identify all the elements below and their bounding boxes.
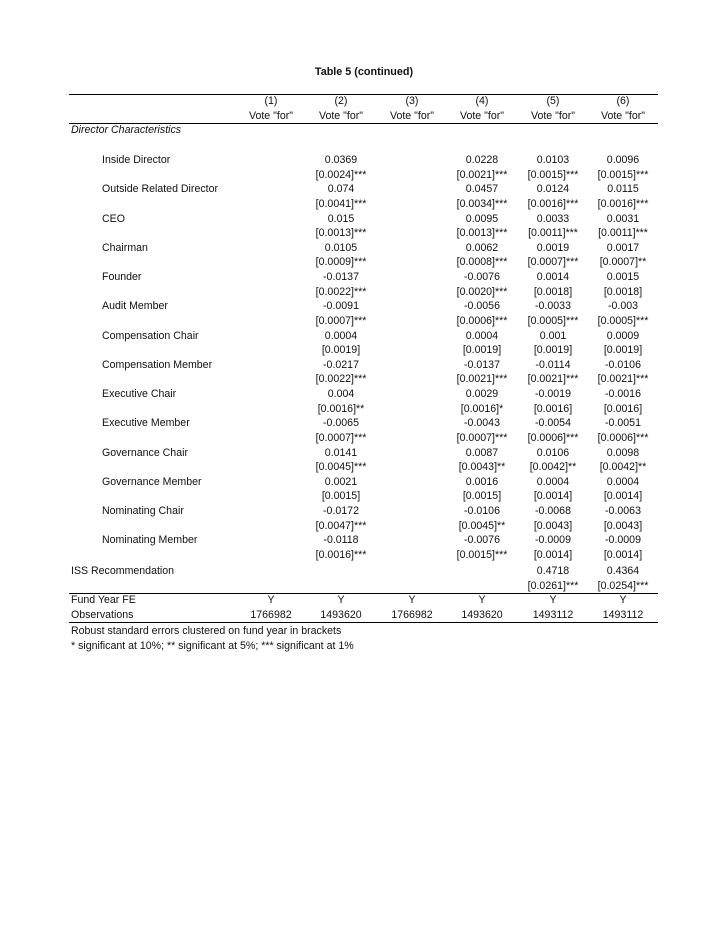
variable-label: Executive Chair [102, 388, 177, 401]
coef-col-5: 0.4718 [536, 565, 570, 577]
variable-label: Audit Member [102, 300, 168, 313]
obs-col-2: 1493620 [320, 609, 362, 621]
coef-col-6: -0.0063 [605, 505, 641, 518]
se-col-2: [0.0009]*** [315, 256, 367, 269]
coef-col-4: -0.0056 [464, 300, 500, 313]
column-number-2: (2) [334, 95, 348, 107]
column-dependent-3: Vote "for" [389, 110, 435, 122]
se-row [0, 255, 728, 270]
fe-col-1: Y [267, 594, 275, 606]
coef-col-6: 0.0009 [606, 329, 640, 342]
se-col-5: [0.0019] [533, 344, 573, 357]
se-col-2: [0.0041]*** [315, 197, 367, 210]
obs-col-5: 1493112 [532, 609, 574, 621]
se-col-2: [0.0013]*** [315, 227, 367, 240]
coef-col-6: -0.0051 [605, 417, 641, 430]
se-col-4: [0.0007]*** [456, 431, 508, 444]
fund-year-fe-row [0, 593, 728, 608]
coef-row [0, 241, 728, 256]
coef-col-4: 0.0062 [465, 241, 499, 254]
coef-row [0, 182, 728, 197]
se-row [0, 431, 728, 446]
se-col-5: [0.0016] [533, 402, 573, 415]
coef-col-4: -0.0043 [464, 417, 500, 430]
se-row [0, 489, 728, 504]
table-note: * significant at 10%; ** significant at 5%; *** significant at 1% [71, 639, 354, 652]
se-row [0, 460, 728, 475]
column-number-3: (3) [405, 95, 419, 107]
se-col-2: [0.0007]*** [315, 431, 367, 444]
coef-col-4: 0.0029 [465, 388, 499, 401]
se-col-2: [0.0015] [321, 490, 361, 503]
coef-col-5: -0.0009 [535, 534, 571, 547]
fund-year-fe-label: Fund Year FE [71, 594, 136, 606]
se-col-6: [0.0043] [603, 519, 643, 532]
se-col-6: [0.0015]*** [597, 168, 649, 181]
coef-col-2: -0.0091 [323, 300, 359, 313]
coef-col-6: 0.0017 [606, 241, 640, 254]
variable-label: Founder [102, 271, 142, 284]
se-col-5: [0.0018] [533, 285, 573, 298]
se-col-2: [0.0022]*** [315, 285, 367, 298]
coef-row [0, 533, 728, 548]
coef-col-4: -0.0076 [464, 271, 500, 284]
coef-col-5: -0.0114 [535, 358, 571, 371]
coef-col-2: 0.074 [327, 183, 355, 196]
se-row [0, 226, 728, 241]
coef-col-5: 0.0124 [536, 183, 570, 196]
coef-col-4: 0.0087 [465, 446, 499, 459]
coef-col-2: 0.004 [327, 388, 355, 401]
se-col-2: [0.0045]*** [315, 461, 367, 474]
coef-col-2: 0.0004 [324, 329, 358, 342]
coef-col-2: 0.0369 [324, 154, 358, 166]
coef-col-2: -0.0172 [323, 505, 359, 518]
se-col-5: [0.0042]** [529, 461, 577, 474]
se-row [0, 314, 728, 329]
se-row [0, 548, 728, 563]
variable-label: Compensation Chair [102, 329, 199, 342]
column-number-4: (4) [475, 95, 489, 107]
se-col-6: [0.0018] [603, 285, 643, 298]
table-note: Robust standard errors clustered on fund year in brackets [71, 625, 342, 637]
se-col-2: [0.0019] [321, 344, 361, 357]
variable-label: Executive Member [102, 417, 190, 430]
se-col-2: [0.0047]*** [315, 519, 367, 532]
se-col-5: [0.0261]*** [527, 579, 579, 592]
note-row [0, 639, 728, 654]
variable-label: Chairman [102, 241, 148, 254]
se-col-4: [0.0045]** [458, 519, 506, 532]
coef-col-5: 0.0103 [536, 154, 570, 166]
coef-col-6: -0.0009 [605, 534, 641, 547]
se-col-6: [0.0011]*** [598, 227, 648, 240]
se-col-5: [0.0005]*** [527, 314, 579, 327]
coef-col-4: -0.0106 [464, 505, 500, 518]
fe-col-4: Y [478, 594, 486, 606]
se-col-4: [0.0016]* [460, 402, 504, 415]
column-dependent-5: Vote "for" [530, 110, 576, 122]
column-number-5: (5) [546, 95, 560, 107]
coef-row [0, 446, 728, 461]
fe-col-6: Y [619, 594, 627, 606]
coef-col-4: 0.0228 [465, 154, 499, 166]
coef-col-2: -0.0217 [323, 358, 359, 371]
se-col-2: [0.0016]** [317, 402, 365, 415]
se-col-5: [0.0014] [533, 548, 573, 561]
coef-col-4: 0.0457 [465, 183, 499, 196]
coef-col-4: 0.0095 [465, 212, 499, 225]
variable-label: Nominating Chair [102, 505, 184, 518]
se-col-5: [0.0014] [533, 490, 573, 503]
column-dependent-6: Vote "for" [600, 110, 646, 122]
coef-col-2: -0.0137 [323, 271, 359, 284]
header-row-numbers [0, 94, 728, 109]
variable-label: Compensation Member [102, 358, 213, 371]
coef-col-6: 0.0004 [606, 475, 640, 488]
se-col-6: [0.0042]** [599, 461, 647, 474]
variable-label: CEO [102, 212, 125, 225]
se-col-2: [0.0007]*** [315, 314, 367, 327]
coef-row [0, 270, 728, 285]
se-row [0, 519, 728, 534]
coef-row [0, 299, 728, 314]
coef-col-2: -0.0065 [323, 417, 359, 430]
fe-col-5: Y [549, 594, 557, 606]
se-col-2: [0.0024]*** [315, 168, 367, 181]
se-col-4: [0.0034]*** [456, 197, 508, 210]
coef-row [0, 416, 728, 431]
coef-col-6: 0.4364 [606, 565, 640, 577]
se-col-6: [0.0007]** [599, 256, 647, 269]
se-col-6: [0.0019] [603, 344, 643, 357]
observations-label: Observations [71, 609, 134, 621]
bottom-rule [69, 622, 658, 623]
coef-col-4: -0.0076 [464, 534, 500, 547]
se-row [0, 197, 728, 212]
coef-col-5: 0.0014 [536, 271, 570, 284]
coef-row [0, 212, 728, 227]
coef-col-5: -0.0068 [535, 505, 571, 518]
fe-col-3: Y [408, 594, 416, 606]
se-col-6: [0.0014] [603, 548, 643, 561]
se-col-5: [0.0016]*** [527, 197, 579, 210]
coef-col-5: 0.0033 [536, 212, 570, 225]
obs-col-1: 1766982 [250, 609, 292, 621]
se-col-4: [0.0015]*** [456, 548, 508, 561]
se-col-4: [0.0008]*** [456, 256, 508, 269]
se-col-4: [0.0021]*** [456, 168, 508, 181]
coef-row [0, 504, 728, 519]
se-row [0, 285, 728, 300]
variable-label: Inside Director [102, 154, 171, 166]
column-dependent-2: Vote "for" [318, 110, 364, 122]
se-col-6: [0.0254]*** [597, 579, 649, 592]
se-col-4: [0.0006]*** [456, 314, 508, 327]
se-col-6: [0.0006]*** [597, 431, 649, 444]
coef-col-5: 0.0106 [536, 446, 570, 459]
variable-label: Nominating Member [102, 534, 198, 547]
table-title: Table 5 (continued) [314, 66, 414, 78]
coef-col-6: -0.003 [607, 300, 639, 313]
coef-row [0, 329, 728, 344]
coef-col-6: 0.0096 [606, 154, 640, 166]
coef-row [0, 475, 728, 490]
se-col-4: [0.0019] [462, 344, 502, 357]
column-number-1: (1) [264, 95, 278, 107]
se-col-6: [0.0014] [603, 490, 643, 503]
se-col-4: [0.0043]** [458, 461, 506, 474]
variable-label: Governance Member [102, 475, 202, 488]
iss-label: ISS Recommendation [71, 565, 175, 577]
se-col-6: [0.0005]*** [597, 314, 649, 327]
coef-col-2: 0.015 [327, 212, 355, 225]
se-col-5: [0.0043] [533, 519, 573, 532]
column-number-6: (6) [616, 95, 630, 107]
header-row-dependent [0, 109, 728, 124]
se-col-4: [0.0015] [462, 490, 502, 503]
coef-col-2: -0.0118 [323, 534, 359, 547]
coef-col-4: 0.0004 [465, 329, 499, 342]
se-col-5: [0.0006]*** [527, 431, 579, 444]
coef-col-6: -0.0106 [605, 358, 641, 371]
column-dependent-4: Vote "for" [459, 110, 505, 122]
coef-col-5: 0.001 [539, 329, 567, 342]
column-dependent-1: Vote "for" [248, 110, 294, 122]
se-row [0, 372, 728, 387]
se-col-5: [0.0015]*** [527, 168, 579, 181]
coef-col-6: 0.0031 [606, 212, 640, 225]
iss-coef-row [0, 564, 728, 579]
variable-label: Outside Related Director [102, 183, 218, 196]
se-col-5: [0.0007]*** [527, 256, 579, 269]
observations-row [0, 608, 728, 623]
obs-col-6: 1493112 [602, 609, 644, 621]
coef-col-5: -0.0033 [535, 300, 571, 313]
coef-col-6: 0.0015 [606, 271, 640, 284]
coef-col-5: 0.0019 [536, 241, 570, 254]
variable-label: Governance Chair [102, 446, 188, 459]
coef-row [0, 387, 728, 402]
se-col-4: [0.0020]*** [456, 285, 508, 298]
se-col-5: [0.0011]*** [528, 227, 578, 240]
coef-col-5: -0.0054 [535, 417, 571, 430]
coef-col-2: 0.0141 [324, 446, 358, 459]
coef-col-6: 0.0115 [607, 183, 639, 196]
se-col-6: [0.0016] [603, 402, 643, 415]
section-row [0, 123, 728, 138]
se-col-4: [0.0013]*** [456, 227, 508, 240]
fe-col-2: Y [337, 594, 345, 606]
se-row [0, 168, 728, 183]
se-col-5: [0.0021]*** [527, 373, 579, 386]
coef-col-5: -0.0019 [535, 388, 571, 401]
note-row [0, 624, 728, 639]
coef-row [0, 153, 728, 168]
obs-col-4: 1493620 [461, 609, 503, 621]
coef-col-4: 0.0016 [465, 475, 499, 488]
se-col-2: [0.0016]*** [315, 548, 367, 561]
se-row [0, 402, 728, 417]
iss-se-row [0, 579, 728, 594]
coef-row [0, 358, 728, 373]
coef-col-6: -0.0016 [605, 388, 641, 401]
coef-col-6: 0.0098 [606, 446, 640, 459]
se-col-6: [0.0021]*** [597, 373, 649, 386]
se-col-4: [0.0021]*** [456, 373, 508, 386]
section-label: Director Characteristics [71, 124, 182, 136]
se-row [0, 343, 728, 358]
se-col-6: [0.0016]*** [597, 197, 649, 210]
coef-col-5: 0.0004 [536, 475, 570, 488]
coef-col-4: -0.0137 [464, 358, 500, 371]
se-col-2: [0.0022]*** [315, 373, 367, 386]
obs-col-3: 1766982 [391, 609, 433, 621]
coef-col-2: 0.0105 [324, 241, 358, 254]
coef-col-2: 0.0021 [324, 475, 358, 488]
